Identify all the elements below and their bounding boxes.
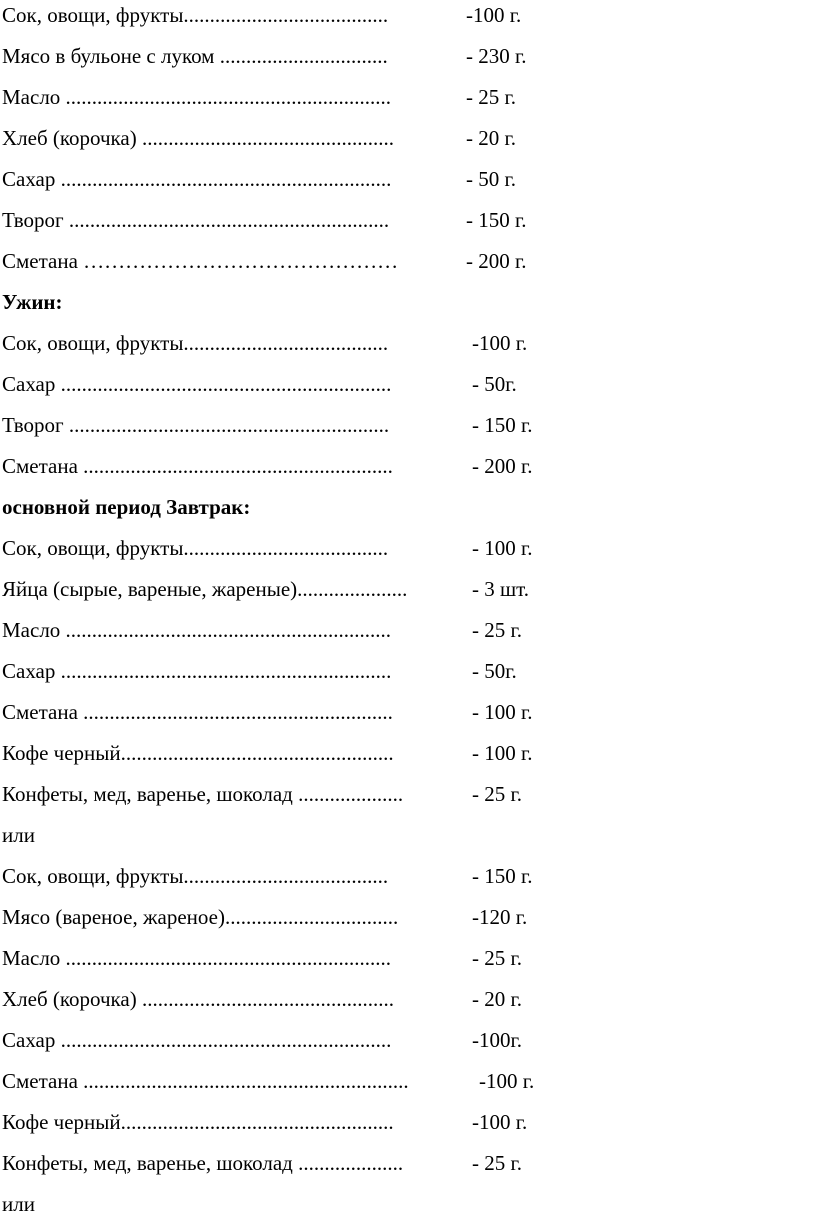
item-amount: - 25 г. [472, 618, 522, 642]
item-amount: -120 г. [472, 905, 528, 929]
item-name: Кофе черный.................................................... [2, 741, 394, 765]
item-name: Сметана ........................................................... [2, 700, 393, 724]
item-name: Мясо (вареное, жареное)................................. [2, 905, 399, 929]
or-separator: или [2, 1192, 35, 1216]
list-item [2, 2, 388, 28]
list-item [2, 1109, 394, 1135]
item-amount: -100 г. [472, 331, 528, 355]
item-amount: -100г. [472, 1028, 522, 1052]
item-name: Сметана ........................................................... [2, 454, 393, 478]
item-name: Мясо в бульоне с луком ................................ [2, 44, 388, 68]
list-item [2, 904, 398, 930]
list-item [2, 248, 398, 274]
section-heading-breakfast: основной период Завтрак: [2, 495, 251, 519]
item-name: Сок, овощи, фрукты....................................... [2, 864, 389, 888]
list-item [2, 125, 394, 151]
item-amount: -100 г. [479, 1069, 535, 1093]
item-name: Хлеб (корочка) ................................................ [2, 126, 394, 150]
item-amount: - 200 г. [466, 249, 527, 273]
list-item [2, 1150, 403, 1176]
list-item [2, 412, 389, 438]
list-item [2, 535, 388, 561]
list-item [2, 371, 391, 397]
item-name: Сок, овощи, фрукты....................................... [2, 331, 389, 355]
list-item [2, 1027, 391, 1053]
item-name: Сок, овощи, фрукты....................................... [2, 3, 389, 27]
item-name: Масло .............................................................. [2, 618, 392, 642]
item-name: Кофе черный.................................................... [2, 1110, 394, 1134]
list-item [2, 781, 403, 807]
item-amount: - 25 г. [472, 1151, 522, 1175]
list-item [2, 617, 391, 643]
list-item [2, 740, 394, 766]
list-item [2, 43, 388, 69]
list-item [2, 453, 393, 479]
list-item [2, 84, 391, 110]
section-heading-supper: Ужин: [2, 290, 63, 314]
item-name: Хлеб (корочка) ................................................ [2, 987, 394, 1011]
item-amount: - 20 г. [472, 987, 522, 1011]
list-item [2, 1068, 409, 1094]
item-amount: -100 г. [466, 3, 522, 27]
item-amount: - 3 шт. [472, 577, 530, 601]
item-name: Сахар ............................................................... [2, 372, 392, 396]
item-amount: -100 г. [472, 1110, 528, 1134]
item-name: Творог ............................................................. [2, 413, 390, 437]
item-name: Масло .............................................................. [2, 946, 392, 970]
item-amount: - 150 г. [466, 208, 527, 232]
item-amount: - 230 г. [466, 44, 527, 68]
item-amount: - 100 г. [472, 741, 533, 765]
item-amount: - 200 г. [472, 454, 533, 478]
item-name: Сок, овощи, фрукты....................................... [2, 536, 389, 560]
item-name: Сахар ............................................................... [2, 1028, 392, 1052]
item-amount: - 100 г. [472, 700, 533, 724]
item-amount: - 150 г. [472, 413, 533, 437]
item-name: Конфеты, мед, варенье, шоколад .................... [2, 782, 404, 806]
item-name: Творог ............................................................. [2, 208, 390, 232]
item-name: Сметана ……………………………………… [2, 249, 399, 273]
item-amount: - 25 г. [472, 946, 522, 970]
item-amount: - 50г. [472, 659, 517, 683]
item-amount: - 100 г. [472, 536, 533, 560]
list-item [2, 166, 391, 192]
list-item [2, 699, 393, 725]
list-item [2, 576, 407, 602]
list-item [2, 330, 388, 356]
item-name: Яйца (сырые, вареные, жареные)..................... [2, 577, 408, 601]
list-item [2, 945, 391, 971]
item-amount: - 25 г. [472, 782, 522, 806]
list-item [2, 863, 388, 889]
item-amount: - 20 г. [466, 126, 516, 150]
item-amount: - 25 г. [466, 85, 516, 109]
item-name: Сахар ............................................................... [2, 659, 392, 683]
list-item [2, 207, 389, 233]
item-amount: - 50г. [472, 372, 517, 396]
item-name: Сметана .............................................................. [2, 1069, 409, 1093]
item-name: Конфеты, мед, варенье, шоколад .................... [2, 1151, 404, 1175]
list-item [2, 658, 391, 684]
list-item [2, 986, 394, 1012]
item-name: Масло .............................................................. [2, 85, 392, 109]
item-name: Сахар ............................................................... [2, 167, 392, 191]
item-amount: - 50 г. [466, 167, 516, 191]
item-amount: - 150 г. [472, 864, 533, 888]
or-separator: или [2, 823, 35, 847]
